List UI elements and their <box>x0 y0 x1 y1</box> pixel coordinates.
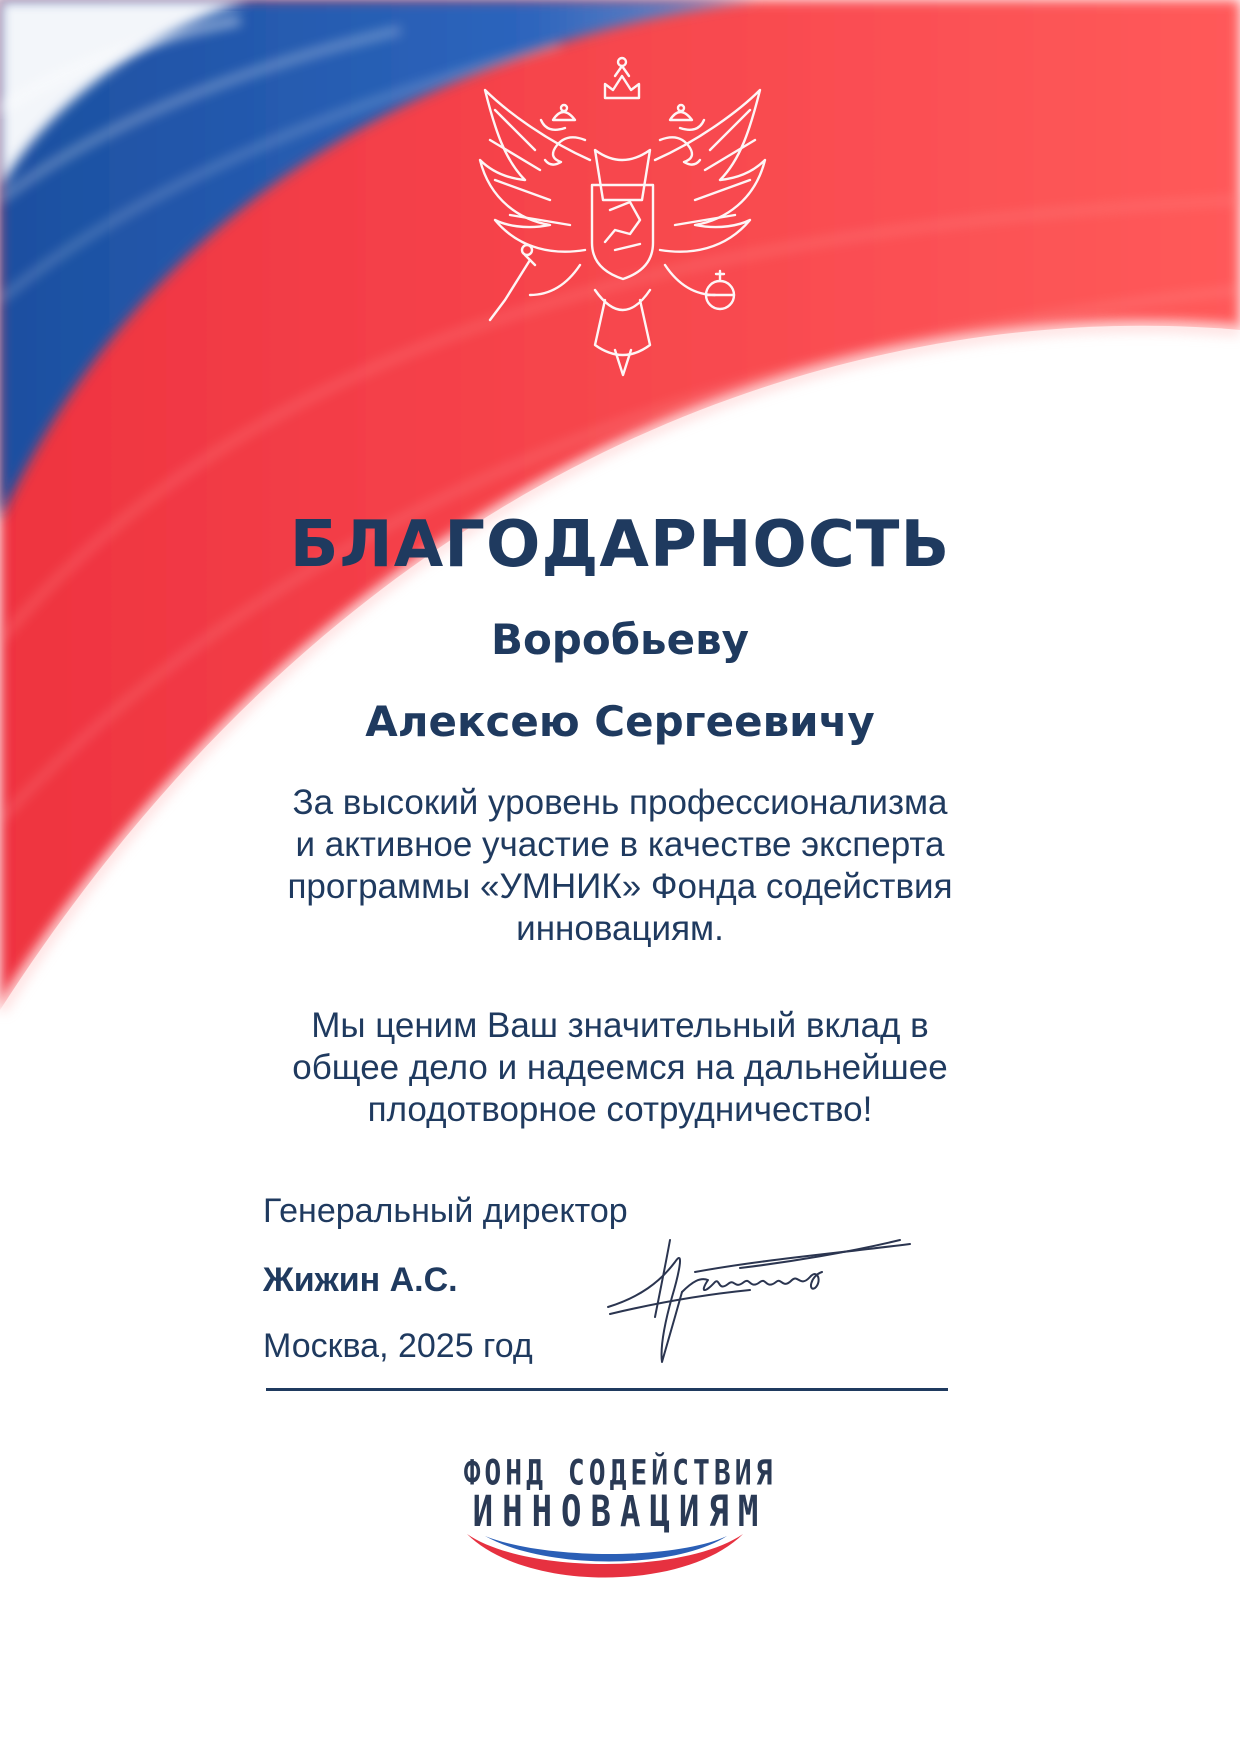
handwritten-signature <box>600 1222 920 1372</box>
gratitude-reason-paragraph <box>200 782 1040 950</box>
place-and-date: Москва, 2025 год <box>263 1327 533 1365</box>
recipient-given-names: Алексею Сергеевичу <box>365 697 875 746</box>
document-title: БЛАГОДАРНОСТЬ <box>289 508 951 582</box>
paragraph-line: За высокий уровень профессионализма <box>292 783 948 822</box>
paragraph-line: и активное участие в качестве эксперта <box>295 825 945 864</box>
paragraph-line: инновациям. <box>516 909 724 948</box>
divider-line <box>266 1388 948 1391</box>
paragraph-line: плодотворное сотрудничество! <box>367 1090 873 1129</box>
paragraph-line: программы «УМНИК» Фонда содействия <box>287 867 953 906</box>
signatory-position: Генеральный директор <box>263 1192 628 1230</box>
fund-logo-line-2: ИННОВАЦИЯМ <box>472 1487 768 1537</box>
russian-coat-of-arms-emblem <box>465 50 780 395</box>
paragraph-line: Мы ценим Ваш значительный вклад в <box>311 1006 929 1045</box>
appreciation-paragraph <box>200 1005 1040 1131</box>
paragraph-line: общее дело и надеемся на дальнейшее <box>292 1048 948 1087</box>
signatory-name: Жижин А.С. <box>263 1261 458 1299</box>
fund-logo-swoosh-icon <box>465 1530 745 1590</box>
recipient-surname: Воробьеву <box>490 615 750 664</box>
fund-logo-line-1: ФОНД СОДЕЙСТВИЯ <box>463 1451 777 1494</box>
